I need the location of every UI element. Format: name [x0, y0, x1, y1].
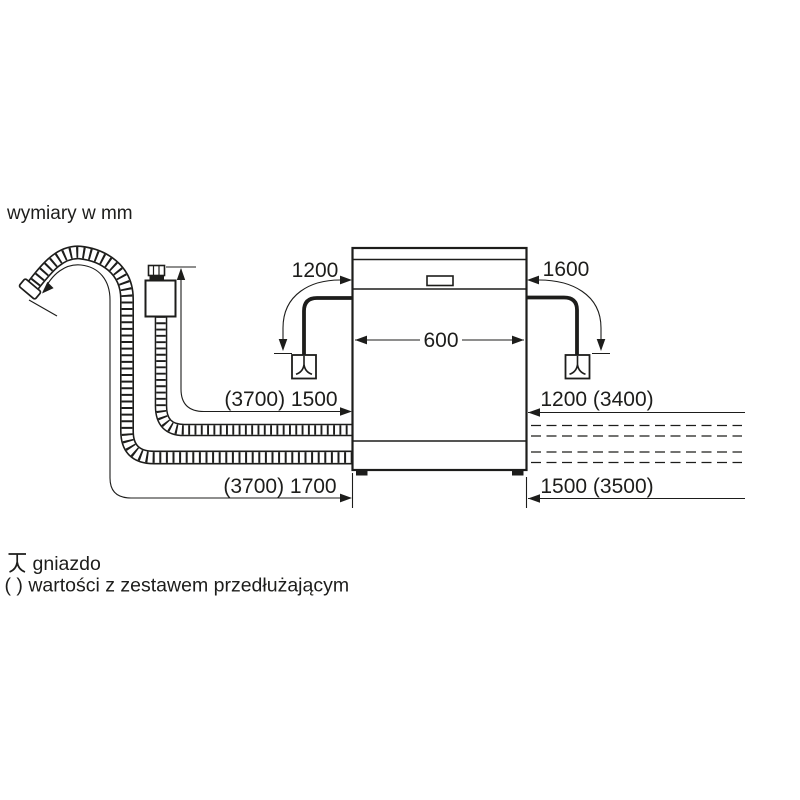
arrow-left-icon	[528, 408, 540, 417]
aquastop-nut	[149, 266, 165, 276]
hose-end-ref-line	[29, 300, 57, 316]
supply-hose	[161, 316, 352, 430]
legend	[5, 553, 350, 597]
dim-supply-label: (3700) 1500	[224, 388, 338, 411]
power-socket-icon	[9, 554, 27, 572]
arrow-up-icon	[177, 268, 185, 280]
page-title: wymiary w mm	[7, 203, 133, 224]
foot-right	[512, 470, 524, 476]
door-handle	[427, 276, 453, 286]
power-cable-left	[304, 298, 352, 355]
socket-left	[292, 355, 316, 379]
power-right-dim-line	[539, 280, 601, 342]
dim-drain-label: (3700) 1700	[223, 475, 337, 498]
dim-right-top-label: 1200 (3400)	[540, 388, 654, 411]
legend-socket-label: gniazdo	[32, 553, 101, 575]
dim-power-right-label: 1600	[542, 258, 590, 281]
foot-left	[356, 470, 368, 476]
extension-hose-dashes	[531, 426, 742, 463]
arrow-right-icon	[340, 407, 352, 416]
arrow-right-icon	[340, 276, 352, 285]
arrow-down-icon	[279, 339, 288, 351]
aquastop-body	[146, 281, 176, 317]
dim-power-left-label: 1200	[291, 259, 339, 282]
power-cable-right	[527, 298, 577, 356]
arrow-left-icon	[528, 494, 540, 503]
aquastop-valve	[146, 266, 176, 317]
arrow-left-icon	[527, 276, 539, 285]
arrow-right-icon	[340, 494, 352, 503]
dim-width-label: 600	[423, 329, 459, 352]
dishwasher	[353, 248, 527, 476]
power-left-dim-line	[283, 280, 340, 342]
legend-note-label: ( ) wartości z zestawem przedłużającym	[4, 574, 350, 597]
socket-right	[566, 355, 590, 379]
arrow-down-icon	[597, 339, 606, 351]
dim-right-bottom-label: 1500 (3500)	[540, 475, 654, 498]
aquastop-collar	[150, 276, 165, 280]
